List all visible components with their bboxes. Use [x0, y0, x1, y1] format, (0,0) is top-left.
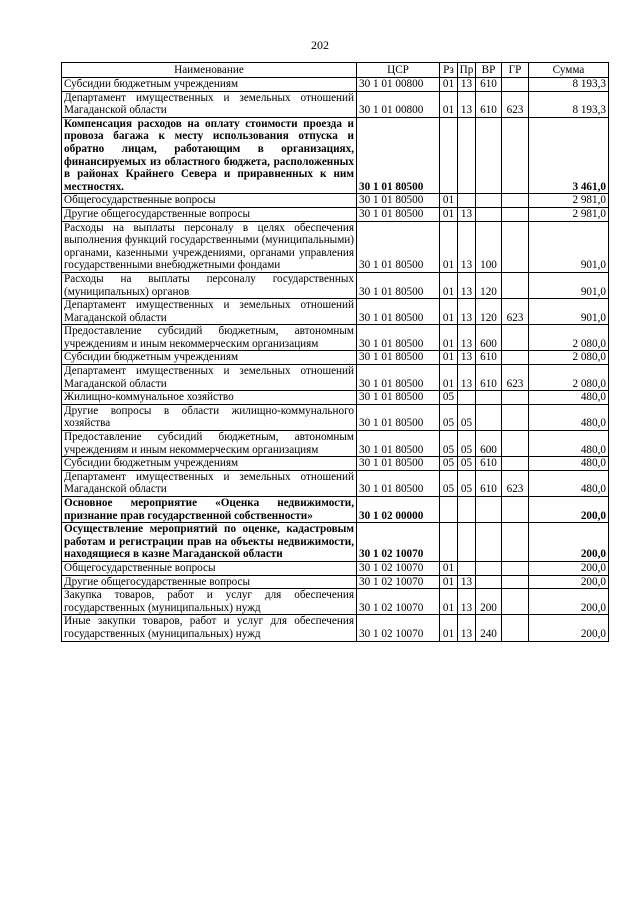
cell-name: Департамент имущественных и земельных отношений Магаданской области: [62, 470, 357, 496]
cell-rz: 01: [440, 351, 458, 365]
cell-gr: [502, 221, 529, 272]
cell-sum: 200,0: [529, 589, 609, 615]
header-sum: Сумма: [529, 63, 609, 78]
cell-pr: 13: [458, 589, 476, 615]
cell-pr: 13: [458, 325, 476, 351]
cell-sum: 200,0: [529, 615, 609, 641]
cell-sum: 901,0: [529, 272, 609, 298]
cell-name: Другие вопросы в области жилищно-коммунального хозяйства: [62, 404, 357, 430]
cell-gr: [502, 207, 529, 221]
cell-pr: [458, 561, 476, 575]
cell-name: Департамент имущественных и земельных отношений Магаданской области: [62, 91, 357, 117]
cell-sum: 2 080,0: [529, 365, 609, 391]
cell-sum: 480,0: [529, 457, 609, 471]
cell-vr: [476, 117, 502, 194]
cell-csr: 30 1 02 10070: [357, 589, 440, 615]
table-row: [62, 207, 609, 221]
table-header-row: [62, 63, 609, 78]
cell-csr: 30 1 02 10070: [357, 561, 440, 575]
header-gr: ГР: [502, 63, 529, 78]
cell-csr: 30 1 01 80500: [357, 431, 440, 457]
cell-rz: 01: [440, 91, 458, 117]
table-body: [62, 78, 609, 642]
cell-gr: [502, 194, 529, 208]
header-name: Наименование: [62, 63, 357, 78]
cell-sum: 2 981,0: [529, 207, 609, 221]
cell-sum: 2 080,0: [529, 351, 609, 365]
cell-rz: [440, 497, 458, 523]
cell-name: Общегосударственные вопросы: [62, 194, 357, 208]
cell-csr: 30 1 02 00000: [357, 497, 440, 523]
cell-csr: 30 1 01 80500: [357, 117, 440, 194]
cell-pr: [458, 391, 476, 405]
cell-rz: 01: [440, 299, 458, 325]
page-number: 202: [311, 38, 329, 52]
cell-csr: 30 1 01 80500: [357, 325, 440, 351]
cell-rz: 01: [440, 207, 458, 221]
header-pr: Пр: [458, 63, 476, 78]
cell-rz: 01: [440, 615, 458, 641]
cell-vr: [476, 404, 502, 430]
cell-rz: 01: [440, 325, 458, 351]
cell-gr: [502, 117, 529, 194]
cell-rz: 01: [440, 78, 458, 92]
cell-sum: 480,0: [529, 391, 609, 405]
cell-pr: 13: [458, 351, 476, 365]
cell-name: Иные закупки товаров, работ и услуг для обеспечения государственных (муниципальных) нужд: [62, 615, 357, 641]
cell-vr: [476, 194, 502, 208]
cell-csr: 30 1 01 80500: [357, 221, 440, 272]
cell-gr: 623: [502, 470, 529, 496]
cell-name: Расходы на выплаты персоналу государственных (муниципальных) органов: [62, 272, 357, 298]
cell-vr: 610: [476, 91, 502, 117]
cell-csr: 30 1 01 00800: [357, 91, 440, 117]
table-row: [62, 78, 609, 92]
cell-name: Субсидии бюджетным учреждениям: [62, 351, 357, 365]
cell-rz: 05: [440, 391, 458, 405]
table-row: [62, 391, 609, 405]
cell-rz: [440, 523, 458, 562]
cell-vr: 240: [476, 615, 502, 641]
header-rz: Рз: [440, 63, 458, 78]
cell-pr: 13: [458, 221, 476, 272]
cell-gr: [502, 391, 529, 405]
cell-rz: 05: [440, 457, 458, 471]
cell-sum: 200,0: [529, 523, 609, 562]
cell-csr: 30 1 02 10070: [357, 523, 440, 562]
cell-csr: 30 1 01 80500: [357, 194, 440, 208]
cell-gr: [502, 589, 529, 615]
cell-vr: 600: [476, 431, 502, 457]
cell-gr: [502, 523, 529, 562]
cell-rz: 01: [440, 589, 458, 615]
table-row: [62, 91, 609, 117]
cell-vr: [476, 391, 502, 405]
cell-name: Субсидии бюджетным учреждениям: [62, 78, 357, 92]
cell-pr: 05: [458, 431, 476, 457]
cell-rz: 01: [440, 272, 458, 298]
cell-name: Жилищно-коммунальное хозяйство: [62, 391, 357, 405]
cell-sum: 901,0: [529, 299, 609, 325]
cell-rz: 05: [440, 470, 458, 496]
cell-vr: [476, 561, 502, 575]
cell-vr: 600: [476, 325, 502, 351]
cell-sum: 200,0: [529, 575, 609, 589]
cell-csr: 30 1 01 80500: [357, 207, 440, 221]
cell-csr: 30 1 02 10070: [357, 615, 440, 641]
cell-csr: 30 1 01 80500: [357, 391, 440, 405]
cell-name: Субсидии бюджетным учреждениям: [62, 457, 357, 471]
cell-gr: [502, 497, 529, 523]
cell-pr: 13: [458, 365, 476, 391]
cell-vr: [476, 497, 502, 523]
cell-gr: [502, 325, 529, 351]
cell-csr: 30 1 01 80500: [357, 299, 440, 325]
cell-sum: 8 193,3: [529, 91, 609, 117]
cell-sum: 901,0: [529, 221, 609, 272]
cell-name: Другие общегосударственные вопросы: [62, 575, 357, 589]
cell-name: Компенсация расходов на оплату стоимости проезда и провоза багажа к месту использования отпуска и обратно лицам, работающим в организациях, финансируемых из областного бюджета, расположенных в районах Крайнего Севера и приравненных к ним местностях.: [62, 117, 357, 194]
cell-rz: 05: [440, 404, 458, 430]
cell-rz: 01: [440, 221, 458, 272]
cell-gr: [502, 78, 529, 92]
cell-rz: 01: [440, 365, 458, 391]
cell-vr: 610: [476, 470, 502, 496]
cell-pr: [458, 194, 476, 208]
cell-pr: [458, 497, 476, 523]
cell-name: Основное мероприятие «Оценка недвижимости, признание прав государственной собственности»: [62, 497, 357, 523]
cell-name: Осуществление мероприятий по оценке, кадастровым работам и регистрации прав на объекты недвижимости, находящиеся в казне Магаданской области: [62, 523, 357, 562]
cell-csr: 30 1 01 80500: [357, 351, 440, 365]
cell-pr: 05: [458, 470, 476, 496]
cell-sum: 3 461,0: [529, 117, 609, 194]
cell-pr: 13: [458, 91, 476, 117]
table-row: [62, 457, 609, 471]
cell-gr: 623: [502, 365, 529, 391]
cell-pr: 13: [458, 272, 476, 298]
cell-gr: [502, 575, 529, 589]
cell-vr: 120: [476, 272, 502, 298]
table-row: [62, 194, 609, 208]
cell-gr: [502, 615, 529, 641]
cell-rz: 01: [440, 561, 458, 575]
cell-vr: 100: [476, 221, 502, 272]
cell-pr: 13: [458, 207, 476, 221]
cell-vr: 200: [476, 589, 502, 615]
table-row: [62, 589, 609, 615]
cell-gr: [502, 431, 529, 457]
cell-csr: 30 1 01 80500: [357, 457, 440, 471]
cell-name: Предоставление субсидий бюджетным, автономным учреждениям и иным некоммерческим организациям: [62, 325, 357, 351]
cell-pr: 13: [458, 575, 476, 589]
cell-pr: [458, 117, 476, 194]
header-csr: ЦСР: [357, 63, 440, 78]
cell-sum: 200,0: [529, 497, 609, 523]
cell-csr: 30 1 01 80500: [357, 404, 440, 430]
table-row: [62, 615, 609, 641]
table-row: [62, 221, 609, 272]
cell-pr: 05: [458, 404, 476, 430]
table-row: [62, 365, 609, 391]
cell-pr: 05: [458, 457, 476, 471]
table-row: [62, 351, 609, 365]
cell-name: Департамент имущественных и земельных отношений Магаданской области: [62, 299, 357, 325]
cell-pr: 13: [458, 299, 476, 325]
cell-sum: 2 981,0: [529, 194, 609, 208]
cell-sum: 480,0: [529, 404, 609, 430]
table-row: [62, 470, 609, 496]
table-row: [62, 575, 609, 589]
cell-name: Расходы на выплаты персоналу в целях обеспечения выполнения функций государственными (муниципальными) органами, казенными учреждениями, органами управления государственными внебюджетными фондами: [62, 221, 357, 272]
cell-rz: 05: [440, 431, 458, 457]
cell-csr: 30 1 02 10070: [357, 575, 440, 589]
header-vr: ВР: [476, 63, 502, 78]
cell-gr: [502, 457, 529, 471]
cell-vr: [476, 207, 502, 221]
cell-sum: 200,0: [529, 561, 609, 575]
cell-vr: [476, 575, 502, 589]
cell-gr: [502, 404, 529, 430]
cell-name: Закупка товаров, работ и услуг для обеспечения государственных (муниципальных) нужд: [62, 589, 357, 615]
cell-pr: [458, 523, 476, 562]
cell-vr: 610: [476, 78, 502, 92]
table-row: [62, 561, 609, 575]
cell-gr: [502, 272, 529, 298]
cell-vr: 610: [476, 365, 502, 391]
cell-sum: 480,0: [529, 431, 609, 457]
cell-name: Департамент имущественных и земельных отношений Магаданской области: [62, 365, 357, 391]
budget-table: [61, 62, 609, 642]
cell-vr: 610: [476, 457, 502, 471]
cell-name: Предоставление субсидий бюджетным, автономным учреждениям и иным некоммерческим организациям: [62, 431, 357, 457]
cell-pr: 13: [458, 615, 476, 641]
cell-pr: 13: [458, 78, 476, 92]
cell-csr: 30 1 01 80500: [357, 365, 440, 391]
table-row: [62, 117, 609, 194]
table-row: [62, 299, 609, 325]
cell-rz: 01: [440, 575, 458, 589]
table-row: [62, 325, 609, 351]
cell-vr: 120: [476, 299, 502, 325]
cell-gr: [502, 561, 529, 575]
cell-csr: 30 1 01 00800: [357, 78, 440, 92]
cell-gr: 623: [502, 91, 529, 117]
cell-sum: 2 080,0: [529, 325, 609, 351]
cell-gr: 623: [502, 299, 529, 325]
table-row: [62, 431, 609, 457]
cell-vr: 610: [476, 351, 502, 365]
cell-sum: 8 193,3: [529, 78, 609, 92]
table-row: [62, 272, 609, 298]
table-row: [62, 497, 609, 523]
cell-csr: 30 1 01 80500: [357, 272, 440, 298]
table-row: [62, 523, 609, 562]
table-row: [62, 404, 609, 430]
cell-rz: 01: [440, 194, 458, 208]
cell-csr: 30 1 01 80500: [357, 470, 440, 496]
cell-vr: [476, 523, 502, 562]
cell-rz: [440, 117, 458, 194]
cell-name: Общегосударственные вопросы: [62, 561, 357, 575]
cell-name: Другие общегосударственные вопросы: [62, 207, 357, 221]
cell-sum: 480,0: [529, 470, 609, 496]
cell-gr: [502, 351, 529, 365]
